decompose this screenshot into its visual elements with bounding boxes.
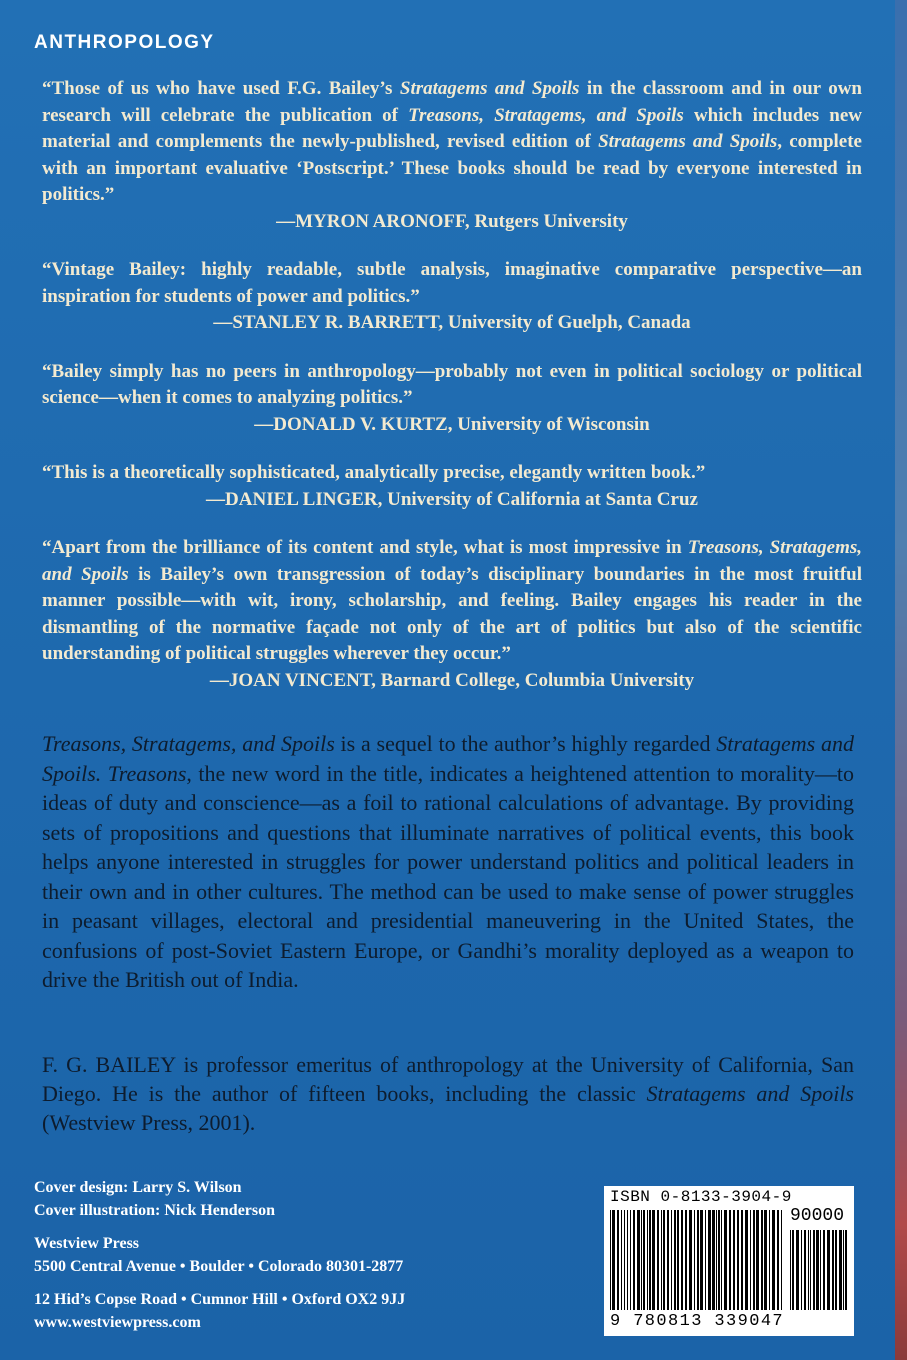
barcode-bar bbox=[624, 1210, 625, 1310]
barcode-bar bbox=[816, 1230, 819, 1310]
barcode-bar bbox=[643, 1210, 645, 1310]
italic-title-text: Stratagems and Spoils bbox=[598, 131, 778, 152]
endorsement bbox=[42, 460, 862, 513]
barcode-bar bbox=[627, 1210, 628, 1310]
endorsement bbox=[42, 535, 862, 694]
text-run: which includes new material and complements the newly-published, revised edition of bbox=[42, 104, 863, 152]
barcode-bar bbox=[745, 1210, 748, 1310]
text-run: “This is a theoretically sophisticated, analytically precise, elegantly written book.” bbox=[42, 462, 706, 483]
barcode-bar bbox=[823, 1230, 825, 1310]
endorsement-text bbox=[42, 460, 862, 487]
italic-title-text: Treasons, Stratagems, and Spoils bbox=[42, 731, 335, 756]
endorsement-attribution: —MYRON ARONOFF, Rutgers University bbox=[276, 210, 628, 232]
italic-title-text: Stratagems and Spoils. Treasons bbox=[42, 731, 854, 786]
barcode-bar bbox=[769, 1210, 770, 1310]
barcode-bar bbox=[792, 1230, 794, 1310]
barcode-bar bbox=[804, 1230, 806, 1310]
barcode-bar bbox=[685, 1210, 687, 1310]
author-bio bbox=[42, 1050, 854, 1137]
barcode-bar bbox=[724, 1210, 727, 1310]
barcode-bar bbox=[764, 1210, 767, 1310]
isbn-text: ISBN 0-8133-3904-9 bbox=[610, 1188, 792, 1206]
publisher-address-uk: 12 Hid’s Copse Road • Cumnor Hill • Oxford OX2 9JJ bbox=[34, 1291, 406, 1308]
barcode-bar bbox=[647, 1210, 648, 1310]
addon-barcode-bars bbox=[790, 1230, 848, 1314]
barcode-bar bbox=[835, 1230, 837, 1310]
text-run: F. G. BAILEY is professor emeritus of anthropology at the University of California, San Diego. He is the author of fifteen books, including the classic bbox=[42, 1052, 854, 1106]
barcode-bar bbox=[808, 1230, 809, 1310]
barcode-bar bbox=[649, 1210, 651, 1310]
barcode-bar bbox=[674, 1210, 676, 1310]
isbn-barcode bbox=[604, 1186, 854, 1336]
book-description bbox=[42, 729, 854, 995]
barcode-bar bbox=[700, 1210, 703, 1310]
barcode-bar bbox=[810, 1230, 811, 1310]
barcode-bar bbox=[845, 1230, 847, 1310]
barcode-bar bbox=[733, 1210, 735, 1310]
barcode-bar bbox=[697, 1210, 699, 1310]
italic-title-text: Treasons, Stratagems, and Spoils bbox=[408, 104, 684, 126]
italic-title-text: Treasons, Stratagems, and Spoils bbox=[42, 537, 862, 585]
barcode-bar bbox=[801, 1230, 802, 1310]
barcode-bar bbox=[737, 1210, 739, 1310]
barcode-bar bbox=[772, 1210, 775, 1310]
barcode-bar bbox=[641, 1210, 642, 1310]
barcode-bar bbox=[621, 1210, 622, 1310]
publisher-address-us: 5500 Central Avenue • Boulder • Colorado 80301-2877 bbox=[34, 1258, 404, 1275]
endorsement-attribution: —DANIEL LINGER, University of California at Santa Cruz bbox=[206, 488, 698, 510]
barcode-bar bbox=[712, 1210, 715, 1310]
barcode-bar bbox=[781, 1210, 782, 1310]
text-run: (Westview Press, 2001). bbox=[42, 1110, 256, 1135]
text-run: “Bailey simply has no peers in anthropology—probably not even in political sociology or political science—when it comes to analyzing politics.” bbox=[42, 360, 862, 408]
endorsement-attribution: —JOAN VINCENT, Barnard College, Columbia University bbox=[209, 669, 695, 691]
barcode-bar bbox=[694, 1210, 695, 1310]
barcode-bar bbox=[820, 1230, 821, 1310]
barcode-bar bbox=[832, 1230, 834, 1310]
barcode-bar bbox=[790, 1230, 791, 1310]
barcode-bar bbox=[633, 1210, 635, 1310]
barcode-bar bbox=[756, 1210, 759, 1310]
endorsement bbox=[42, 359, 862, 439]
barcode-bar bbox=[839, 1230, 842, 1310]
endorsement-text bbox=[42, 257, 862, 310]
barcode-bar bbox=[637, 1210, 640, 1310]
barcode-bar bbox=[612, 1210, 615, 1310]
barcode-bar bbox=[671, 1210, 672, 1310]
category-label: ANTHROPOLOGY bbox=[34, 32, 215, 53]
barcode-bar bbox=[718, 1210, 720, 1310]
cover-illustration-credit: Cover illustration: Nick Henderson bbox=[34, 1202, 276, 1219]
endorsements bbox=[42, 76, 862, 716]
text-run: “Vintage Bailey: highly readable, subtle analysis, imaginative comparative perspective—an inspiration for students of power and politics.” bbox=[42, 259, 862, 307]
barcode-bar bbox=[716, 1210, 717, 1310]
text-run: in the classroom and in our own research will celebrate the publication of bbox=[42, 78, 862, 126]
barcode-bar bbox=[663, 1210, 665, 1310]
endorsement-attribution: —DONALD V. KURTZ, University of Wisconsin bbox=[254, 413, 650, 435]
text-run: , complete with an important evaluative ‘Postscript.’ These books should be read by everyone interested in politics.” bbox=[42, 131, 862, 205]
price-code: 90000 bbox=[790, 1206, 845, 1226]
barcode-bar bbox=[750, 1210, 751, 1310]
publisher-name: Westview Press bbox=[34, 1235, 140, 1252]
barcode-bar bbox=[667, 1210, 669, 1310]
bio-text bbox=[42, 1050, 854, 1137]
barcode-bar bbox=[657, 1210, 659, 1310]
barcode-bar bbox=[761, 1210, 763, 1310]
endorsement-text bbox=[42, 76, 862, 209]
barcode-bar bbox=[661, 1210, 662, 1310]
text-run: “Those of us who have used F.G. Bailey’s bbox=[42, 78, 400, 99]
text-run: , the new word in the title, indicates a heightened attention to morality—to ideas of duty and conscience—as a foil to rational calculations of advantage. By providing sets of propositions and questions that illuminate narratives of political events, this book helps anyone interested in struggles for power understand politics and political leaders in their own and in other cultures. The method can be used to make sense of power struggles in peasant villages, electoral and presidential maneuvering in the United States, the confusions of post-Soviet Eastern Europe, or Gandhi’s morality deployed as a weapon to drive the British out of India. bbox=[42, 760, 854, 992]
barcode-bar bbox=[777, 1210, 779, 1310]
text-run: is a sequel to the author’s highly regarded bbox=[334, 731, 717, 756]
barcode-bar bbox=[689, 1210, 692, 1310]
cover-wrap-edge bbox=[895, 0, 907, 1360]
barcode-bar bbox=[705, 1210, 706, 1310]
barcode-bar bbox=[753, 1210, 755, 1310]
cover-design-credit: Cover design: Larry S. Wilson bbox=[34, 1179, 242, 1196]
endorsement-text bbox=[42, 535, 862, 668]
endorsement bbox=[42, 76, 862, 235]
italic-title-text: Stratagems and Spoils bbox=[646, 1081, 854, 1106]
endorsement bbox=[42, 257, 862, 337]
barcode-bar bbox=[681, 1210, 683, 1310]
barcode-bar bbox=[721, 1210, 722, 1310]
italic-title-text: Stratagems and Spoils bbox=[399, 78, 580, 99]
barcode-bar bbox=[813, 1230, 815, 1310]
barcode-bar bbox=[610, 1210, 611, 1310]
barcode-bar bbox=[652, 1210, 655, 1310]
barcode-bar bbox=[741, 1210, 743, 1310]
barcode-bar bbox=[630, 1210, 631, 1310]
text-run: “Apart from the brilliance of its content and style, what is most impressive in bbox=[42, 537, 688, 558]
barcode-bar bbox=[708, 1210, 711, 1310]
description-text bbox=[42, 729, 854, 995]
barcode-bar bbox=[617, 1210, 619, 1310]
ean-digits: 9 780813 339047 bbox=[610, 1312, 785, 1331]
barcode-bar bbox=[796, 1230, 799, 1310]
publisher-website: www.westviewpress.com bbox=[34, 1314, 201, 1331]
endorsement-attribution: —STANLEY R. BARRETT, University of Guelph, Canada bbox=[213, 312, 691, 333]
barcode-bar bbox=[677, 1210, 679, 1310]
barcode-bar bbox=[843, 1230, 844, 1310]
ean-barcode-bars bbox=[610, 1210, 782, 1314]
barcode-bar bbox=[827, 1230, 830, 1310]
endorsement-text bbox=[42, 359, 862, 412]
barcode-bar bbox=[729, 1210, 731, 1310]
text-run: is Bailey’s own transgression of today’s disciplinary boundaries in the most fruitful manner possible—with wit, irony, scholarship, and feeling. Bailey engages his reader in the dismantling of the normative façade not only of the art of politics but also of the scientific understanding of political struggles wherever they occur.” bbox=[42, 563, 862, 664]
publisher-credits bbox=[34, 1176, 504, 1334]
